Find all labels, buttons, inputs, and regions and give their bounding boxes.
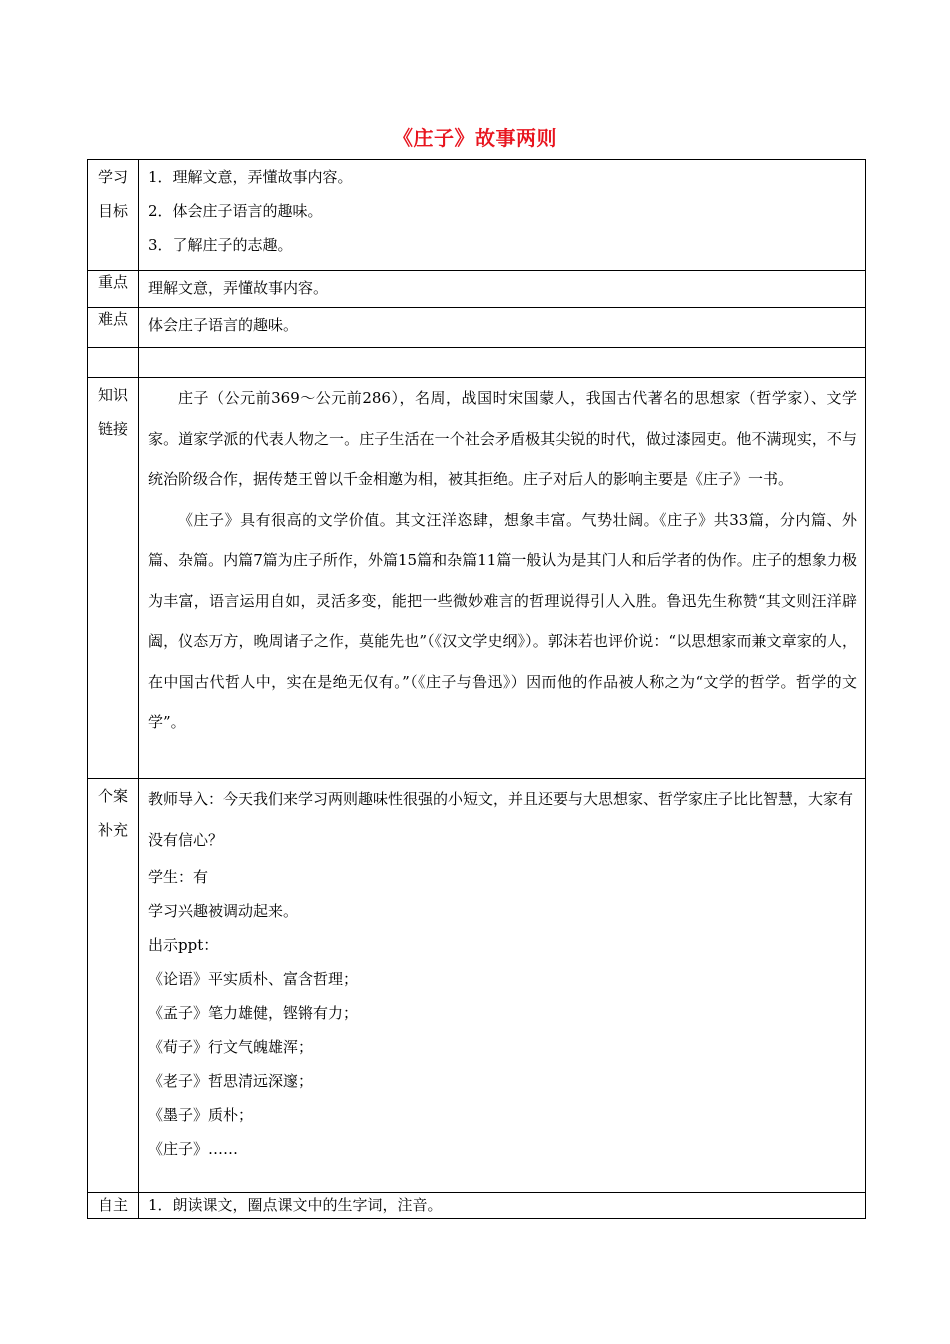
difficulty-label: 难点 <box>88 308 139 348</box>
supplement-line: 《老子》哲思清远深邃； <box>148 1072 314 1090</box>
supplement-intro: 教师导入：今天我们来学习两则趣味性很强的小短文，并且还要与大思想家、哲学家庄子比比智慧，大家有没有信心？ <box>148 790 854 849</box>
empty-cell <box>88 348 139 378</box>
goal-item: 2．体会庄子语言的趣味。 <box>148 202 323 220</box>
goals-row <box>88 160 866 271</box>
supplement-row <box>88 779 866 1193</box>
supplement-line: 《庄子》…… <box>148 1140 239 1158</box>
supplement-line: 《孟子》笔力雄健，铿锵有力； <box>148 1004 359 1022</box>
supplement-label: 个案 补充 <box>88 779 139 1193</box>
empty-row <box>88 348 866 378</box>
supplement-line: 学习兴趣被调动起来。 <box>148 902 299 920</box>
difficulty-content: 体会庄子语言的趣味。 <box>139 308 866 348</box>
supplement-content <box>139 779 866 1193</box>
goal-item: 3．了解庄子的志趣。 <box>148 236 293 254</box>
knowledge-content <box>139 378 866 779</box>
supplement-line: 《荀子》行文气魄雄浑； <box>148 1038 314 1056</box>
supplement-line: 出示ppt： <box>148 936 219 954</box>
key-point-row <box>88 271 866 308</box>
self-study-row <box>88 1193 866 1219</box>
knowledge-paragraph: 庄子（公元前369～公元前286），名周，战国时宋国蒙人，我国古代著名的思想家（哲学家）、文学家。道家学派的代表人物之一。庄子生活在一个社会矛盾极其尖锐的时代，做过漆园吏。他不满现实，不与统治阶级合作，据传楚王曾以千金相邀为相，被其拒绝。庄子对后人的影响主要是《庄子》一书。 <box>148 389 857 488</box>
supplement-line: 《墨子》质朴； <box>148 1106 254 1124</box>
goals-content <box>139 160 866 271</box>
knowledge-paragraph: 《庄子》具有很高的文学价值。其文汪洋恣肆，想象丰富。气势壮阔。《庄子》共33篇，分内篇、外篇、杂篇。内篇7篇为庄子所作，外篇15篇和杂篇11篇一般认为是其门人和后学者的伪作。庄子的想象力极为丰富，语言运用自如，灵活多变，能把一些微妙难言的哲理说得引人入胜。鲁迅先生称赞“其文则汪洋辟阖，仪态万方，晚周诸子之作，莫能先也”（《汉文学史纲》）。郭沫若也评价说：“以思想家而兼文章家的人，在中国古代哲人中，实在是绝无仅有。”（《庄子与鲁迅》）因而他的作品被人称之为“文学的哲学。哲学的文学”。 <box>148 510 857 731</box>
goal-item: 1．理解文意，弄懂故事内容。 <box>148 168 353 186</box>
knowledge-row <box>88 378 866 779</box>
key-point-label: 重点 <box>88 271 139 308</box>
knowledge-label: 知识 链接 <box>88 378 139 779</box>
key-point-content: 理解文意，弄懂故事内容。 <box>139 271 866 308</box>
document-title: 《庄子》故事两则 <box>393 126 557 150</box>
goals-label: 学习 目标 <box>88 160 139 271</box>
empty-cell <box>139 348 866 378</box>
self-study-content: 1．朗读课文，圈点课文中的生字词，注音。 <box>139 1193 866 1219</box>
supplement-line: 学生：有 <box>148 868 209 886</box>
lesson-plan-table <box>87 159 866 1219</box>
difficulty-row <box>88 308 866 348</box>
self-study-label: 自主 <box>88 1193 139 1219</box>
supplement-line: 《论语》平实质朴、富含哲理； <box>148 970 359 988</box>
